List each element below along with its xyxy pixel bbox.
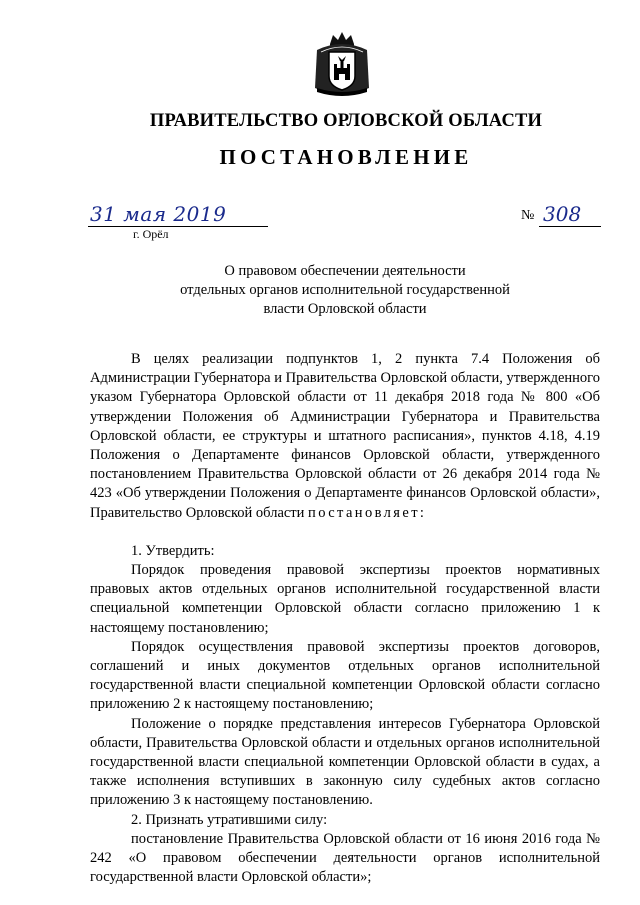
- preamble-text: В целях реализации подпунктов 1, 2 пункта 7.4 Положения об Администрации Губернатора и Правительства Орловской области, утвержденного указом Губернатора Орловской области от 11 декабря 2018 года № 800 «Об утверждении Положения об Администрации Губернатора и Правительства Орловской области, ее структуры и штатного расписания», пунктов 4.18, 4.19 Положения о Департаменте финансов Орловской области, утвержденного постановлением Правительства Орловской области от 26 декабря 2014 года № 423 «Об утверждении Положения о Департаменте финансов Орловской области», Правительство Орловской области: [90, 351, 600, 521]
- document-type-title: ПОСТАНОВЛЕНИЕ: [219, 145, 473, 169]
- preamble-paragraph: [90, 350, 600, 523]
- handwritten-date: 31 мая 2019: [90, 202, 227, 226]
- document-body: [90, 350, 600, 887]
- subject-line-2: отдельных органов исполнительной государственной: [180, 282, 510, 298]
- subject-line-1: О правовом обеспечении деятельности: [224, 263, 466, 279]
- date-field: [88, 202, 268, 230]
- paragraph-gap: [90, 523, 600, 542]
- item-2-repealed-act: постановление Правительства Орловской области от 16 июня 2016 года № 242 «О правовом обеспечении деятельности органов исполнительной государственной власти Орловской области»;: [90, 830, 600, 886]
- date-underline: [88, 226, 268, 227]
- resolves-word: постановляет:: [308, 504, 427, 521]
- city-label: г. Орёл: [133, 227, 169, 241]
- government-title: ПРАВИТЕЛЬСТВО ОРЛОВСКОЙ ОБЛАСТИ: [149, 111, 543, 131]
- item-1-procedure-contracts: Порядок осуществления правовой экспертизы проектов договоров, соглашений и иных документов отдельных органов исполнительной государственной власти специальной компетенции Орловской области согласно приложению 2 к настоящему постановлению;: [90, 638, 600, 713]
- subject-line-3: власти Орловской области: [263, 301, 427, 317]
- item-1-regulation-courts: Положение о порядке представления интересов Губернатора Орловской области, Правительства Орловской области и отдельных органов исполнительной государственной власти специальной компетенции Орловской области в судах, а также исполнения вступивших в законную силу судебных актов согласно приложению 3 к настоящему постановлению.: [90, 715, 600, 809]
- number-sign: №: [521, 208, 535, 223]
- handwritten-number: 308: [543, 202, 582, 226]
- document-subject: [140, 262, 550, 319]
- item-1-heading: 1. Утвердить:: [131, 542, 215, 559]
- document-number-field: [521, 202, 601, 230]
- number-underline: [539, 226, 601, 227]
- item-1-procedure-expertise: Порядок проведения правовой экспертизы проектов нормативных правовых актов отдельных органов исполнительной государственной власти специальной компетенции Орловской области согласно приложению 1 к настоящему постановлению;: [90, 562, 600, 636]
- item-2-heading: 2. Признать утратившими силу:: [131, 811, 328, 828]
- coat-of-arms-emblem: [313, 30, 371, 98]
